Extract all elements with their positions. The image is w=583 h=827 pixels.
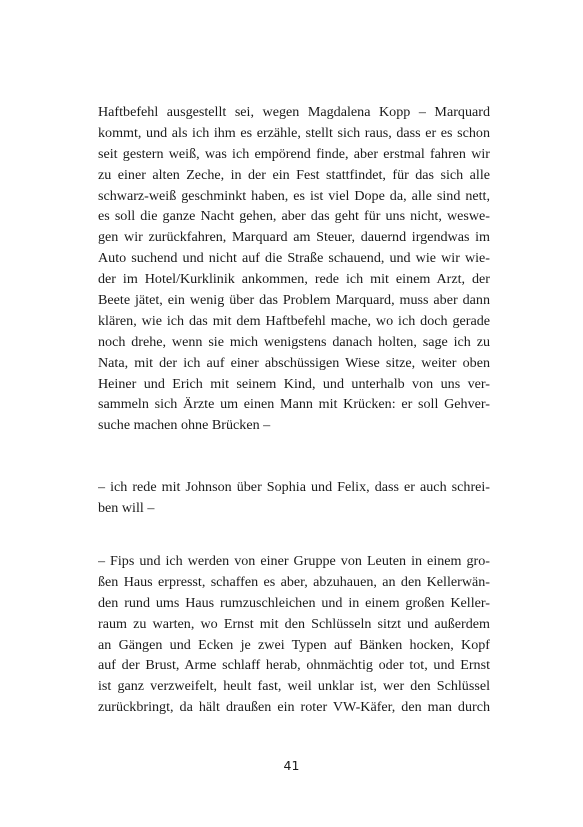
text-line: ist ganz verzweifelt, heult fast, weil unklar ist, wer den Schlüssel <box>98 678 490 695</box>
text-line: auf der Brust, Arme schlaff herab, ohnmächtig oder tot, und Ernst <box>98 657 490 674</box>
page-number: 41 <box>283 758 300 773</box>
text-line: Haftbefehl ausgestellt sei, wegen Magdalena Kopp – Marquard <box>98 104 490 120</box>
text-line: Beete jätet, ein wenig über das Problem Marquard, muss aber dann <box>98 292 490 309</box>
text-line: gen wir zurückfahren, Marquard am Steuer, dauernd irgendwas im <box>98 229 490 246</box>
text-line: Nata, mit der ich auf einer abschüssigen Wiese sitze, weiter oben <box>98 354 490 371</box>
text-line: der im Hotel/Kurklinik ankommen, rede ich mit einem Arzt, der <box>98 271 490 288</box>
text-line: – Fips und ich werden von einer Gruppe von Leuten in einem gro- <box>98 553 490 569</box>
text-line: zu einer alten Zeche, in der ein Fest stattfindet, für das sich alle <box>98 166 490 183</box>
text-line: suche machen ohne Brücken – <box>98 417 271 434</box>
text-line: Auto suchend und nicht auf die Straße schauend, und wie wir wie- <box>98 250 490 267</box>
paragraph-3 <box>98 551 490 718</box>
text-line: ben will – <box>98 499 155 516</box>
paragraph-2 <box>98 477 490 519</box>
text-line: es soll die ganze Nacht gehen, aber das geht für uns nicht, weswe- <box>98 208 490 225</box>
text-line: schwarz-weiß geschminkt haben, es ist viel Dope da, alle sind nett, <box>98 187 490 204</box>
text-line: den rund ums Haus rumzuschleichen und in einem großen Keller- <box>98 594 490 611</box>
text-line: an Gängen und Ecken je zwei Typen auf Bänken hocken, Kopf <box>98 636 490 653</box>
text-line: – ich rede mit Johnson über Sophia und Felix, dass er auch schrei- <box>98 479 490 495</box>
text-line: zurückbringt, da hält draußen ein roter VW-Käfer, den man durch <box>98 699 490 716</box>
text-line: kommt, und als ich ihm es erzähle, stellt sich raus, dass er es schon <box>98 124 490 141</box>
text-line: raum zu warten, wo Ernst mit den Schlüsseln sitzt und außerdem <box>98 615 490 632</box>
paragraph-1 <box>98 102 490 436</box>
text-line: Heiner und Erich mit seinem Kind, und unterhalb von uns ver- <box>98 375 490 392</box>
text-line: ßen Haus erpresst, schaffen es aber, abzuhauen, an den Kellerwän- <box>98 573 490 590</box>
text-line: seit gestern weiß, was ich empörend finde, aber erstmal fahren wir <box>98 145 490 162</box>
text-line: klären, wie ich das mit dem Haftbefehl mache, wo ich doch gerade <box>98 312 490 329</box>
text-line: sammeln sich Ärzte um einen Mann mit Krücken: er soll Gehver- <box>98 396 490 413</box>
text-line: noch drehe, wenn sie mich wenigstens danach holten, sage ich zu <box>98 333 490 350</box>
